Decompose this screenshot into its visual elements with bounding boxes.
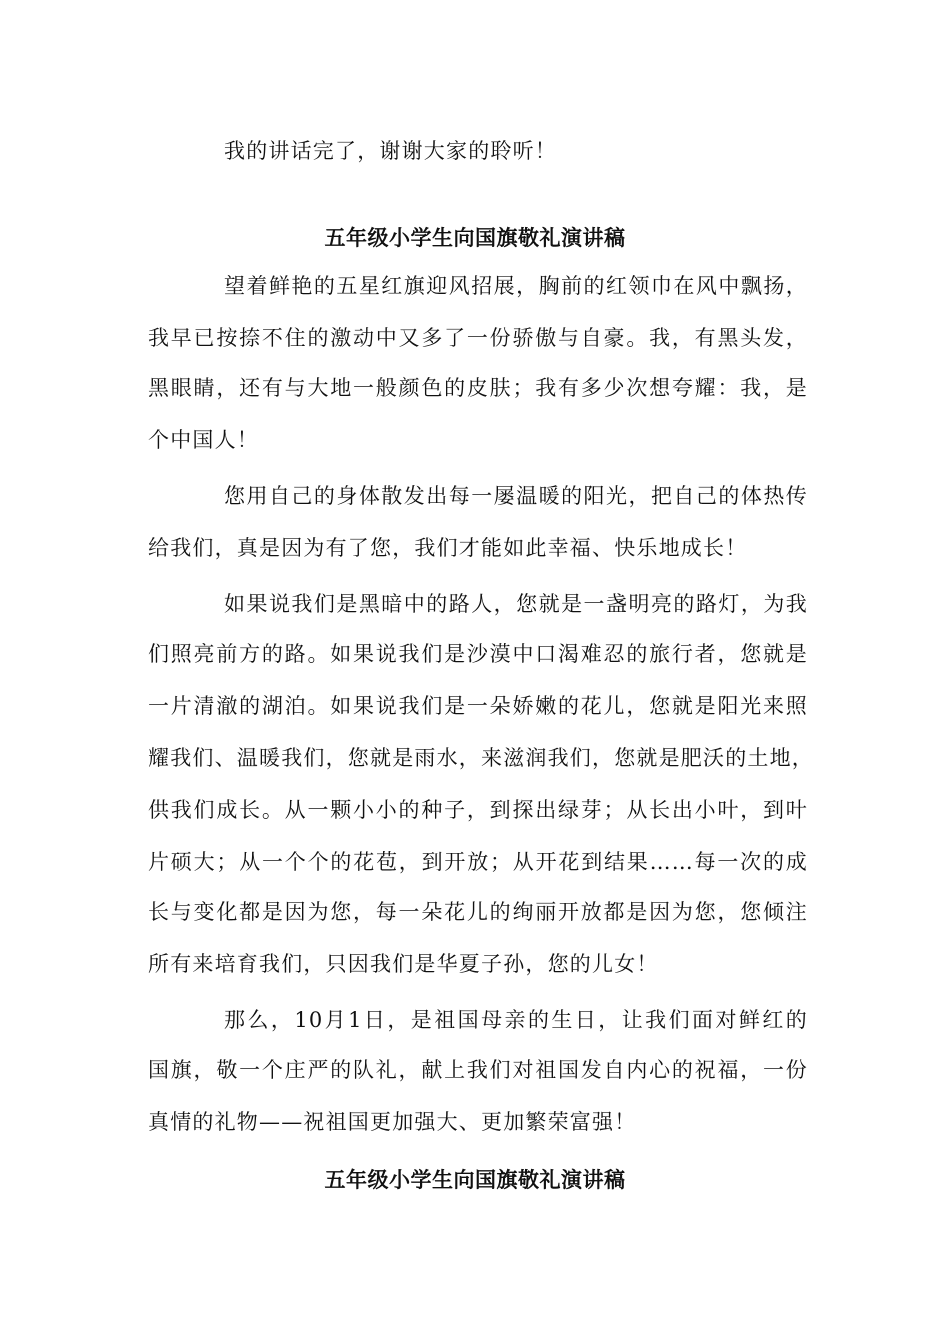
paragraph-line: 长与变化都是因为您，每一朵花儿的绚丽开放都是因为您，您倾注: [148, 900, 808, 924]
section-title: 五年级小学生向国旗敬礼演讲稿: [324, 1167, 626, 1192]
section-title: 五年级小学生向国旗敬礼演讲稿: [324, 225, 626, 250]
paragraph-line: 那么，10月1日，是祖国母亲的生日，让我们面对鲜红的: [224, 1008, 808, 1032]
paragraph-line: 国旗，敬一个庄严的队礼，献上我们对祖国发自内心的祝福，一份: [148, 1058, 808, 1082]
paragraph-line: 片硕大；从一个个的花苞，到开放；从开花到结果……每一次的成: [148, 850, 808, 874]
paragraph-line: 真情的礼物——祝祖国更加强大、更加繁荣富强！: [148, 1110, 637, 1134]
paragraph-line: 一片清澈的湖泊。如果说我们是一朵娇嫩的花儿，您就是阳光来照: [148, 694, 808, 718]
paragraph-line: 所有来培育我们，只因我们是华夏子孙，您的儿女！: [148, 952, 659, 976]
paragraph-line: 耀我们、温暖我们，您就是雨水，来滋润我们，您就是肥沃的土地，: [148, 746, 814, 770]
paragraph-line: 供我们成长。从一颗小小的种子，到探出绿芽；从长出小叶，到叶: [148, 798, 808, 822]
paragraph-line: 我早已按捺不住的激动中又多了一份骄傲与自豪。我，有黑头发，: [148, 326, 808, 350]
paragraph-line: 如果说我们是黑暗中的路人，您就是一盏明亮的路灯，为我: [224, 592, 808, 616]
paragraph-line: 黑眼睛，还有与大地一般颜色的皮肤；我有多少次想夸耀：我，是: [148, 376, 808, 400]
paragraph-line: 个中国人！: [148, 428, 259, 452]
paragraph-line: 您用自己的身体散发出每一屡温暖的阳光，把自己的体热传: [224, 484, 808, 508]
paragraph-line: 们照亮前方的路。如果说我们是沙漠中口渴难忍的旅行者，您就是: [148, 642, 808, 666]
paragraph-line: 给我们，真是因为有了您，我们才能如此幸福、快乐地成长！: [148, 536, 748, 560]
paragraph-line: 望着鲜艳的五星红旗迎风招展，胸前的红领巾在风中飘扬，: [224, 274, 808, 298]
closing-line: 我的讲话完了，谢谢大家的聆听！: [224, 139, 557, 163]
